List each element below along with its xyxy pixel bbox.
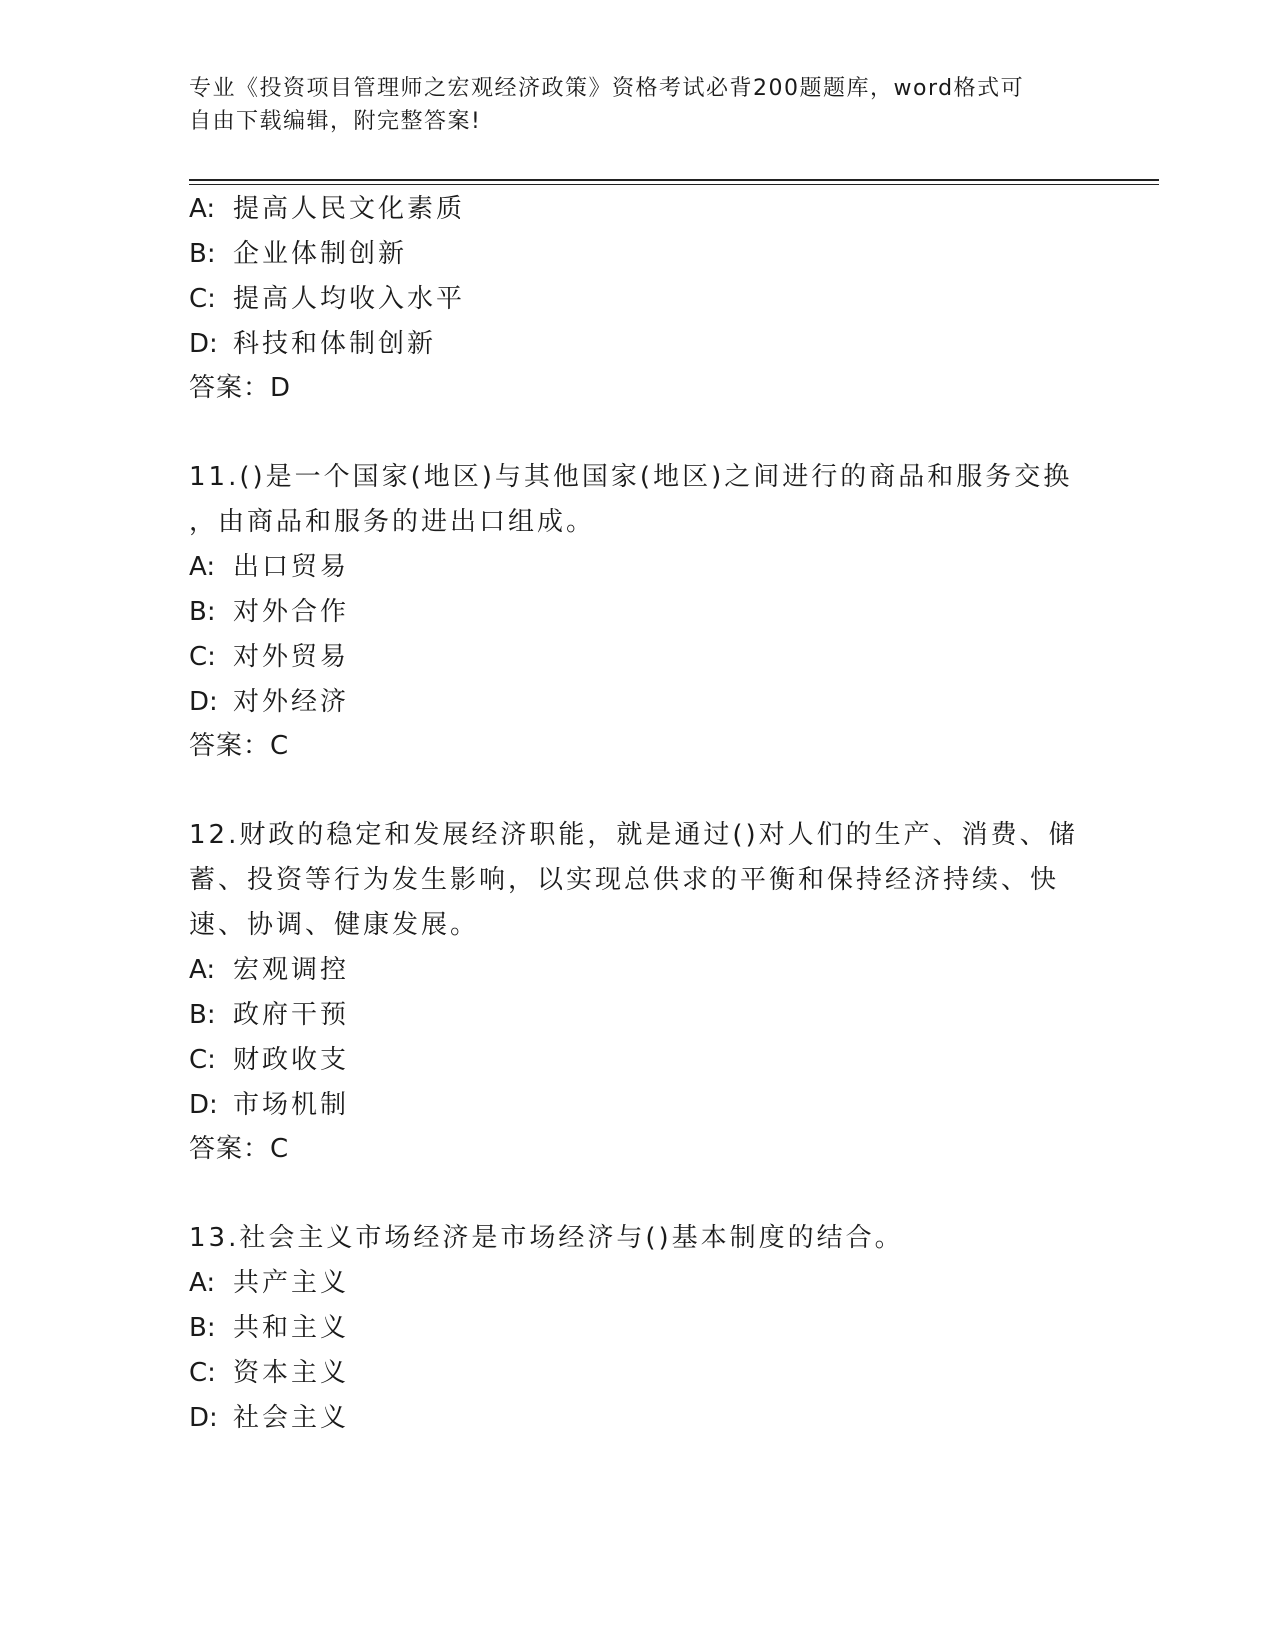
option-c: C: 提高人均收入水平 <box>189 284 466 314</box>
header-line-2: 自由下载编辑，附完整答案! <box>189 109 482 134</box>
option-a: A: 共产主义 <box>189 1268 350 1298</box>
header-divider-thick <box>189 179 1159 181</box>
header-divider-thin <box>189 184 1159 185</box>
option-b: B: 对外合作 <box>189 597 350 627</box>
answer-line: 答案：C <box>189 731 290 761</box>
option-d: D: 社会主义 <box>189 1403 350 1433</box>
option-c: C: 财政收支 <box>189 1045 350 1075</box>
option-b: B: 政府干预 <box>189 1000 350 1030</box>
header-line-1: 专业《投资项目管理师之宏观经济政策》资格考试必背200题题库，word格式可 <box>189 76 1025 101</box>
option-a: A: 出口贸易 <box>189 552 350 582</box>
option-b: B: 共和主义 <box>189 1313 350 1343</box>
question-12-text-1: 12.财政的稳定和发展经济职能，就是通过()对人们的生产、消费、储 <box>189 820 1078 850</box>
answer-line: 答案：D <box>189 373 292 403</box>
question-11-text-1: 11.()是一个国家(地区)与其他国家(地区)之间进行的商品和服务交换 <box>189 462 1073 492</box>
question-12-text-3: 速、协调、健康发展。 <box>189 910 480 940</box>
option-c: C: 资本主义 <box>189 1358 350 1388</box>
option-c: C: 对外贸易 <box>189 642 350 672</box>
option-d: D: 科技和体制创新 <box>189 329 437 359</box>
question-11-text-2: ，由商品和服务的进出口组成。 <box>189 507 596 537</box>
answer-line: 答案：C <box>189 1134 290 1164</box>
option-a: A: 宏观调控 <box>189 955 350 985</box>
option-b: B: 企业体制创新 <box>189 239 408 269</box>
document-header <box>189 72 1069 138</box>
question-12-text-2: 蓄、投资等行为发生影响，以实现总供求的平衡和保持经济持续、快 <box>189 865 1060 895</box>
question-13-text-1: 13.社会主义市场经济是市场经济与()基本制度的结合。 <box>189 1223 904 1253</box>
option-d: D: 对外经济 <box>189 687 350 717</box>
option-a: A: 提高人民文化素质 <box>189 194 466 224</box>
option-d: D: 市场机制 <box>189 1090 350 1120</box>
